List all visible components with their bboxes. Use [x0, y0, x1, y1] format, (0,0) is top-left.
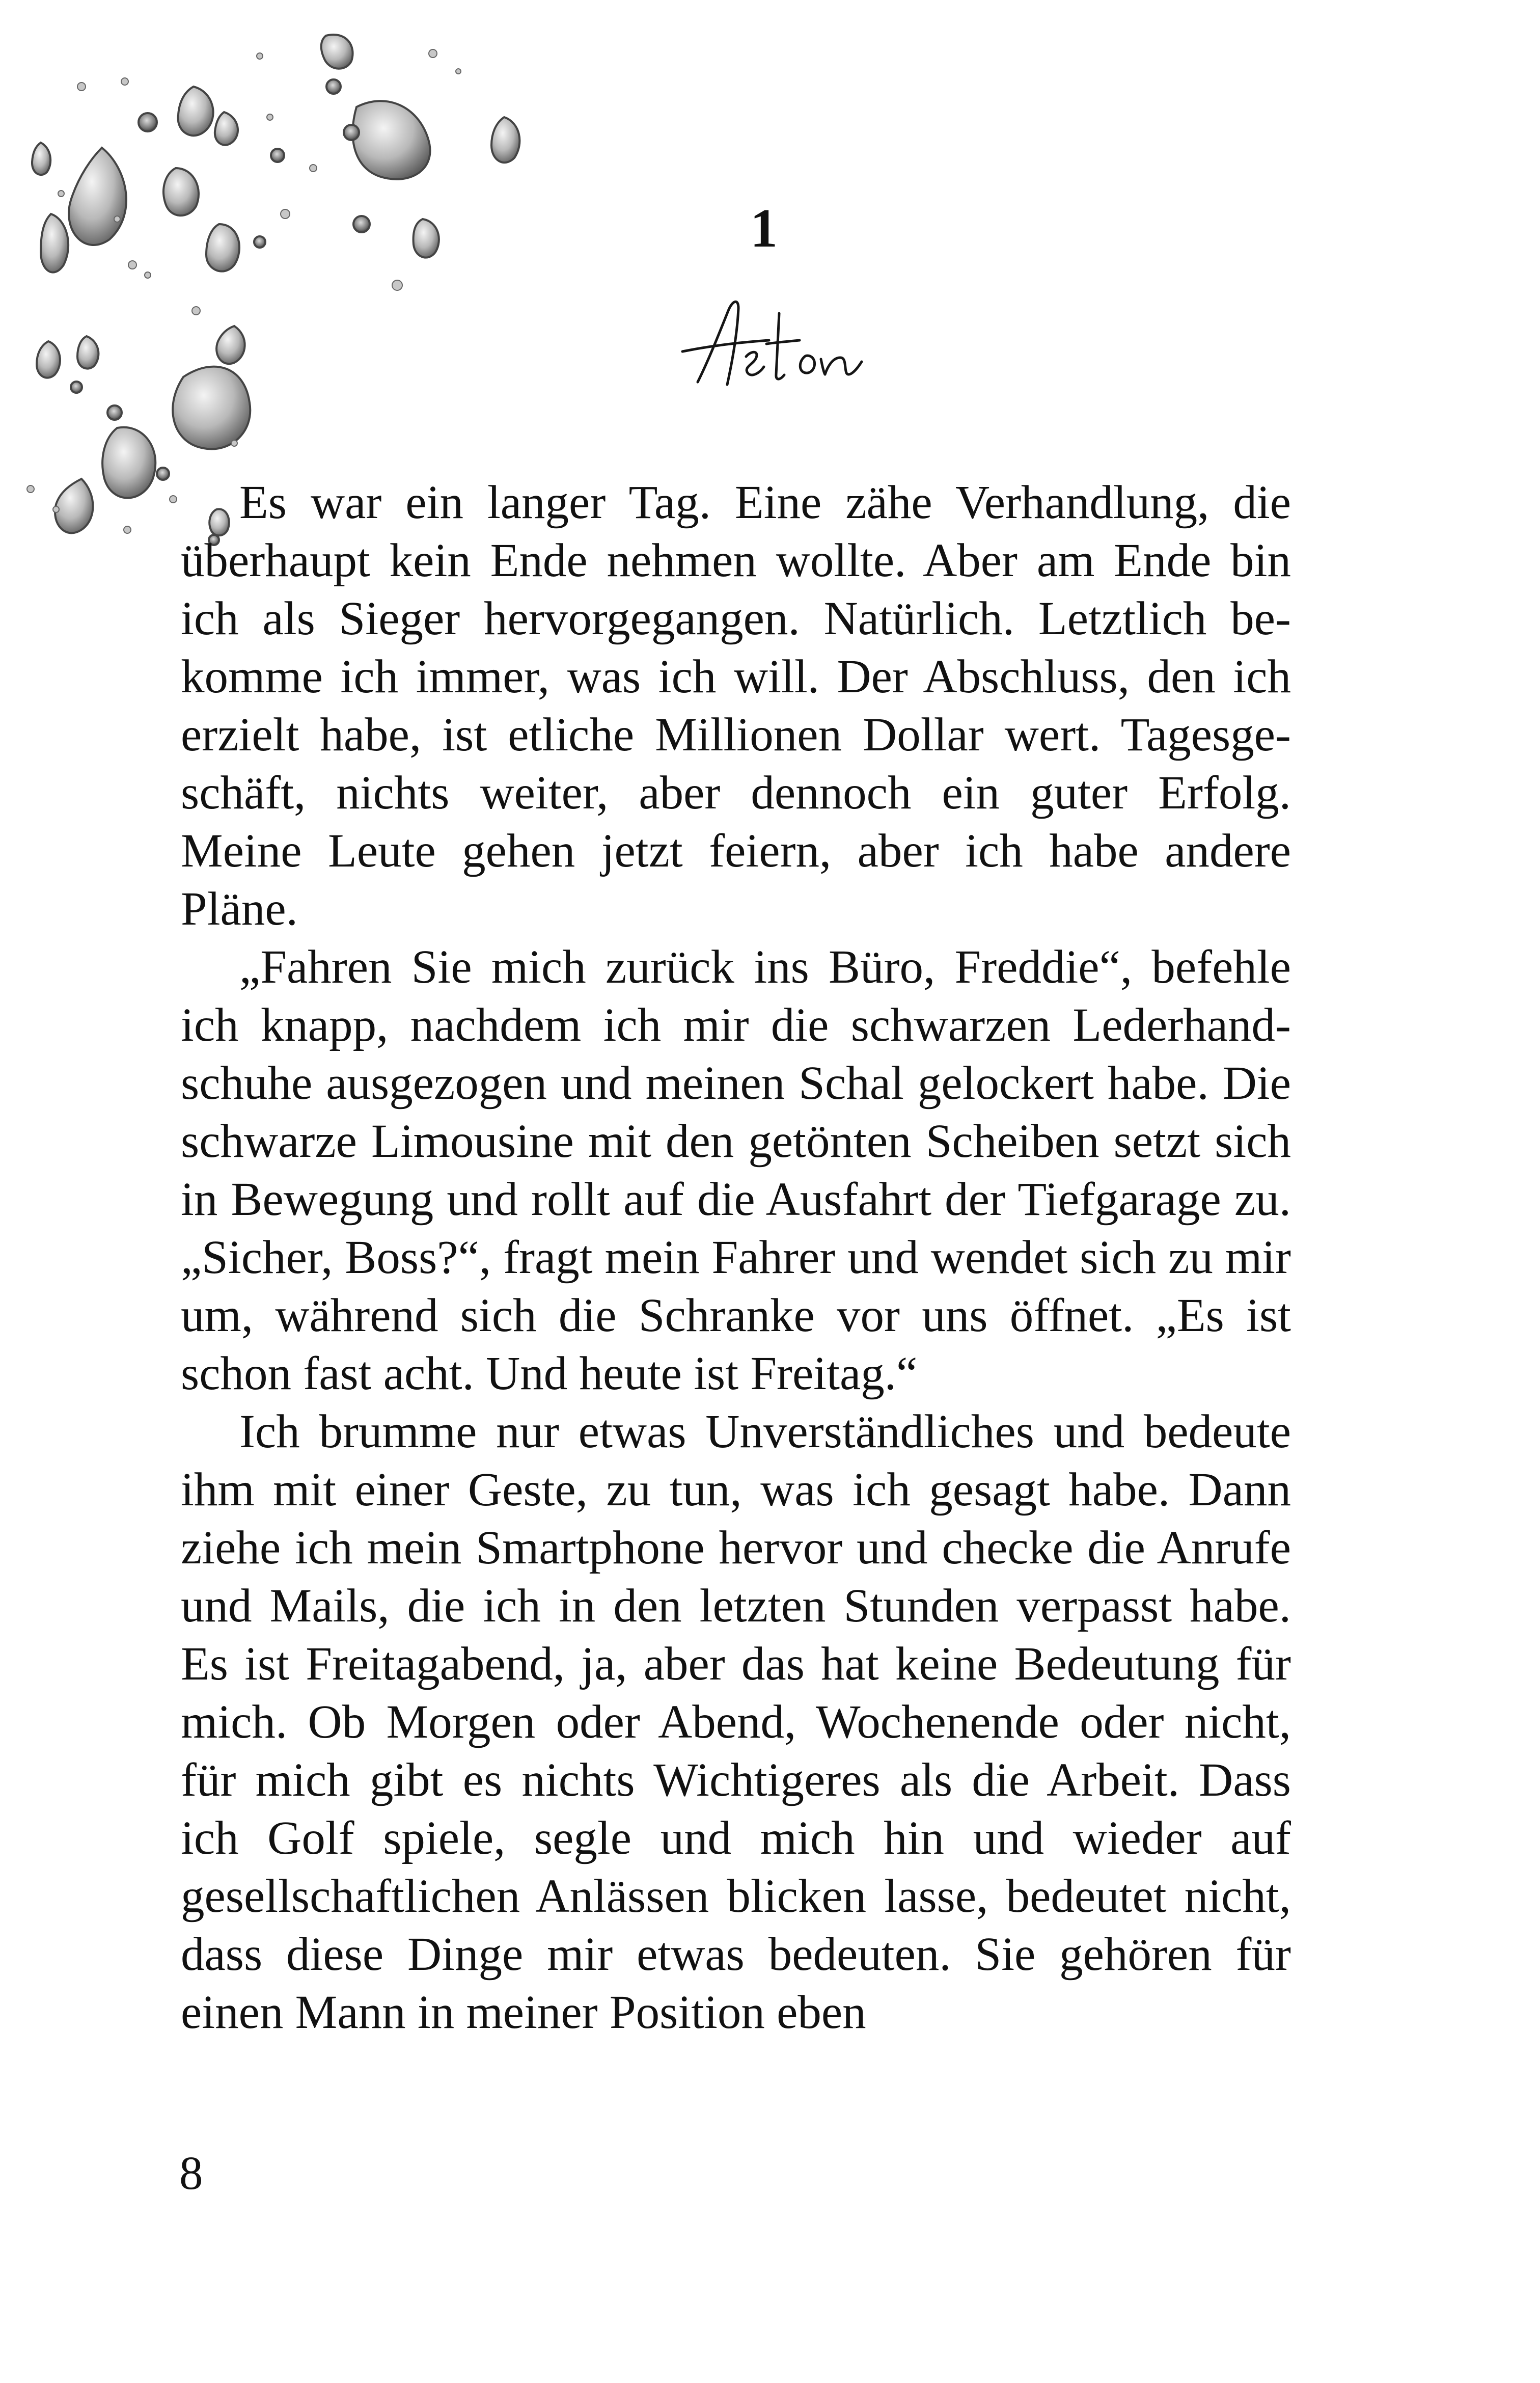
chapter-name-signature [662, 285, 876, 402]
chapter-name-script [662, 285, 876, 402]
chapter-number: 1 [750, 198, 778, 259]
paragraph-1: Es war ein langer Tag. Eine zähe Verhandlung, die überhaupt kein Ende nehmen wollte. Aber am Ende bin ich als Sieger hervorgegangen. Natürlich. Letztlich bekomme ich immer, was ich will. Der Abschluss, den ich erzielt habe, ist etliche Millionen Dollar wert. Tagesgeschäft, nichts weiter, aber dennoch ein guter Erfolg. Meine Leute gehen jetzt feiern, aber ich habe andere Pläne. [181, 476, 1291, 935]
chapter-body-text [181, 474, 1291, 2042]
paragraph-3: Ich brumme nur etwas Unverständliches und bedeute ihm mit einer Geste, zu tun, was ich gesagt habe. Dann ziehe ich mein Smartphone hervor und checke die Anrufe und Mails, die ich in den letzten Stunden verpasst habe. Es ist Freitagabend, ja, aber das hat keine Bedeutung für mich. Ob Morgen oder Abend, Wochenende oder nicht, für mich gibt es nichts Wichtigeres als die Arbeit. Dass ich Golf spiele, segle und mich hin und wieder auf gesellschaftlichen Anlässen blicken lasse, bedeutet nicht, dass diese Dinge mir etwas bedeuten. Sie gehören für einen Mann in meiner Position eben [181, 1405, 1291, 2039]
paragraph-2: „Fahren Sie mich zurück ins Büro, Freddie“, befehle ich knapp, nachdem ich mir die schwarzen Lederhandschuhe ausgezogen und meinen Schal gelockert habe. Die schwarze Limousine mit den getönten Scheiben setzt sich in Bewegung und rollt auf die Ausfahrt der Tiefgarage zu. „Sicher, Boss?“, fragt mein Fahrer und wendet sich zu mir um, während sich die Schranke vor uns öffnet. „Es ist schon fast acht. Und heute ist Freitag.“ [181, 941, 1291, 1400]
page-number: 8 [179, 2147, 203, 2200]
